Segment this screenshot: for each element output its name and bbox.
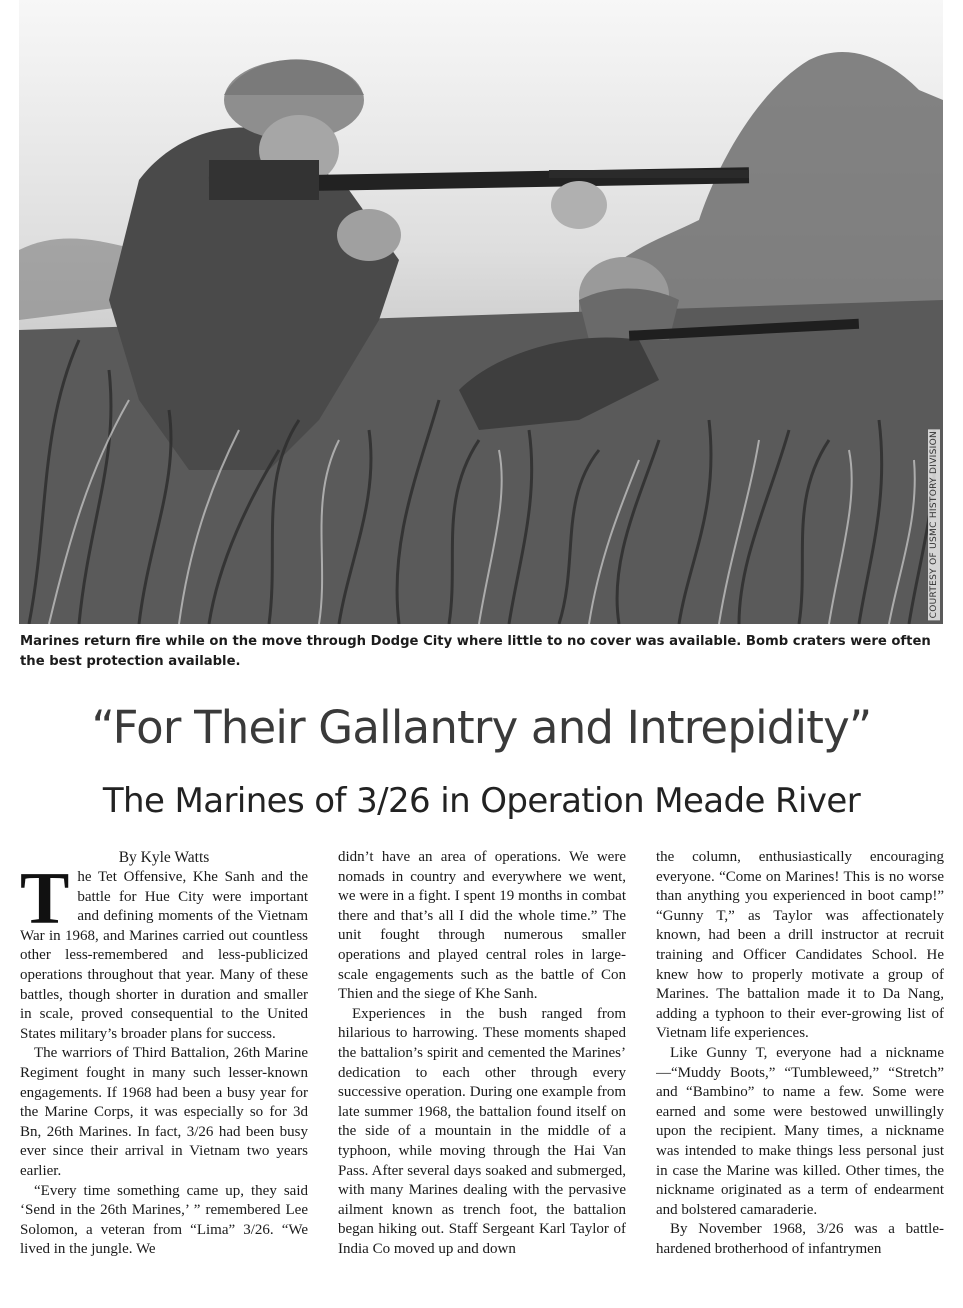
article-column-2 <box>338 848 626 1308</box>
photo-credit: COURTESY OF USMC HISTORY DIVISION <box>929 430 939 618</box>
article-paragraph: “Every time something came up, they said ‘Send in the 26th Marines,’ ” remembered Lee Solomon, a veteran from “Lima” 3/26. “We lived in the jungle. We <box>20 1182 308 1258</box>
article-column-3 <box>656 848 944 1308</box>
article-subtitle: The Marines of 3/26 in Operation Meade River <box>102 781 861 821</box>
drop-cap: T <box>20 858 70 940</box>
article-paragraph: Experiences in the bush ranged from hilarious to harrowing. These moments shaped the battalion’s spirit and cemented the Marines’ dedication to each other through every successive operation. During one example from late summer 1968, the battalion found itself on the side of a mountain in the middle of a typhoon, while moving through the Hai Van Pass. After several days soaked and submerged, with many Marines dealing with the pervasive ailment known as trench foot, the battalion began hiking out. Staff Sergeant Karl Taylor of India Co moved up and down <box>338 1005 626 1257</box>
article-paragraph: By November 1968, 3/26 was a battle-hardened brotherhood of infantrymen <box>656 1221 944 1257</box>
paragraph-text: he Tet Offensive, Khe Sanh and the battle for Hue City were important and defining moments of the Vietnam War in 1968, and Marines carried out countless other less-remembered and less-publicized operations throughout that year. Many of these battles, though shorter in duration and smaller in scale, proved consequential to the United States military’s broader plans for success. <box>20 869 308 1042</box>
article-paragraph: Like Gunny T, everyone had a nickname—“Muddy Boots,” “Tumbleweed,” “Stretch” and “Bambino” to name a few. Some were earned and some were bestowed unwillingly upon the recipient. Many times, a nickname was intended to make things less personal just in case the Marine was killed. Other times, the nickname originated as a term of endearment and bolstered camaraderie. <box>656 1044 944 1218</box>
article-title: “For Their Gallantry and Intrepidity” <box>91 701 872 754</box>
article-paragraph: The warriors of Third Battalion, 26th Marine Regiment fought in many such lesser-known engagements. If 1968 had been a busy year for the Marine Corps, it was especially so for 3d Bn, 26th Marines. In fact, 3/26 had been busy ever since their arrival in Vietnam two years earlier. <box>20 1045 308 1179</box>
article-paragraph <box>20 858 308 1044</box>
article-column-1 <box>20 848 308 1308</box>
byline: By Kyle Watts <box>118 849 210 866</box>
article-photo <box>19 0 943 624</box>
article-paragraph: the column, enthusiastically encouraging everyone. “Come on Marines! This is no worse than anything you experienced in boot camp!” “Gunny T,” as Taylor was affectionately known, had been a drill instructor at recruit training and Officer Candidates School. He knew how to properly motivate a group of Marines. The battalion made it to Da Nang, adding a typhoon to their ever-growing list of Vietnam life experiences. <box>656 849 944 1042</box>
photo-caption: Marines return fire while on the move through Dodge City where little to no cover was available. Bomb craters were often the best protection available. <box>20 634 931 669</box>
article-paragraph: didn’t have an area of operations. We were nomads in country and everywhere we went, we were in a fight. I spent 19 months in combat there and that’s all I did the whole time.” The unit fought through numerous smaller operations and played central roles in large-scale engagements such as the battle of Con Thien and the siege of Khe Sanh. <box>338 849 626 1003</box>
marines-in-tall-grass-photo <box>19 0 943 624</box>
